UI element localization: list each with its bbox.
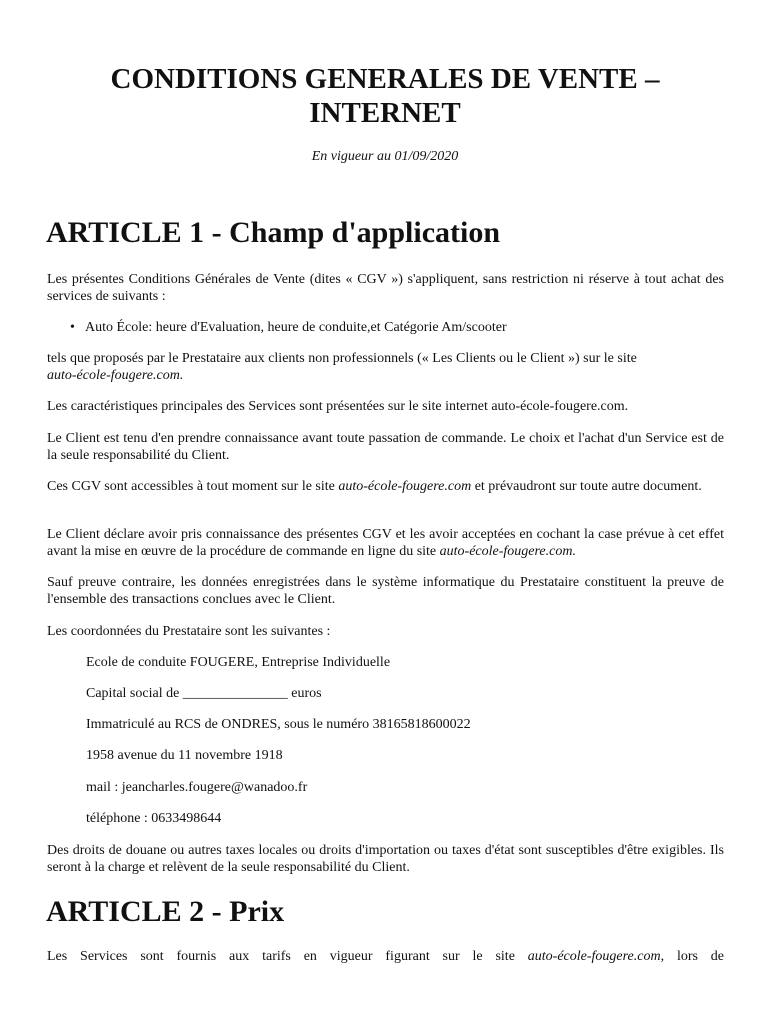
- coord-company: Ecole de conduite FOUGERE, Entreprise Individuelle: [86, 655, 391, 670]
- access-before: Ces CGV sont accessibles à tout moment sur le site: [47, 479, 335, 494]
- prix-site: auto-école-fougere.com: [527, 949, 661, 964]
- services-bullet-item: [70, 319, 507, 336]
- accept-site: auto-école-fougere.com.: [439, 544, 576, 559]
- article-1-access: [47, 478, 724, 495]
- coord-phone: téléphone : 0633498644: [86, 811, 222, 826]
- title-line-1: CONDITIONS GENERALES DE VENTE –: [110, 63, 660, 95]
- prix-text-before: Les Services sont fournis aux tarifs en vigueur figurant sur le site: [47, 949, 515, 964]
- article-1-client-duty: Le Client est tenu d'en prendre connaissance avant toute passation de commande. Le choix et l'achat d'un Service est de la seule responsabilité du Client.: [47, 431, 724, 463]
- article-2-heading: ARTICLE 2 - Prix: [46, 895, 285, 928]
- access-after: et prévaudront sur toute autre document.: [474, 479, 702, 494]
- coord-capital: Capital social de _______________ euros: [86, 686, 322, 701]
- coord-email: mail : jeancharles.fougere@wanadoo.fr: [86, 780, 308, 795]
- document-title: [40, 62, 730, 130]
- article-1-characteristics: Les caractéristiques principales des Services sont présentées sur le site internet auto-école-fougere.com.: [47, 399, 629, 414]
- accept-before: Le Client déclare avoir pris connaissance des présentes CGV et les avoir acceptées en cochant la case prévue à cet effet avant la mise en œuvre de la procédure de commande en ligne du site: [47, 527, 724, 559]
- article-1-taxes: Des droits de douane ou autres taxes locales ou droits d'importation ou taxes d'état sont susceptibles d'être exigibles. Ils seront à la charge et relèvent de la seule responsabilité du Client.: [47, 843, 724, 875]
- effective-date: En vigueur au 01/09/2020: [311, 149, 459, 164]
- article-1-acceptance: [47, 526, 724, 560]
- offer-text: tels que proposés par le Prestataire aux clients non professionnels (« Les Clients ou le Client ») sur le site: [47, 351, 637, 366]
- article-1-coords-intro: Les coordonnées du Prestataire sont les suivantes :: [47, 624, 331, 639]
- services-bullet-text: Auto École: heure d'Evaluation, heure de conduite,et Catégorie Am/scooter: [85, 320, 507, 335]
- coord-address: 1958 avenue du 11 novembre 1918: [86, 748, 283, 763]
- prix-text-after: , lors de: [660, 949, 725, 964]
- article-1-offer: [47, 350, 724, 384]
- article-1-heading: ARTICLE 1 - Champ d'application: [46, 216, 501, 249]
- title-line-2: INTERNET: [309, 97, 461, 129]
- article-1-intro: Les présentes Conditions Générales de Vente (dites « CGV ») s'appliquent, sans restriction ni réserve à tout achat des services de suivants :: [47, 272, 724, 304]
- access-site: auto-école-fougere.com: [338, 479, 472, 494]
- article-1-proof: Sauf preuve contraire, les données enregistrées dans le système informatique du Prestataire constituent la preuve de l'ensemble des transactions conclues avec le Client.: [47, 575, 724, 607]
- coord-rcs: Immatriculé au RCS de ONDRES, sous le numéro 38165818600022: [86, 717, 471, 732]
- offer-site: auto-école-fougere.com.: [47, 368, 184, 383]
- article-2-text: [47, 948, 724, 965]
- bullet-icon: •: [70, 320, 75, 335]
